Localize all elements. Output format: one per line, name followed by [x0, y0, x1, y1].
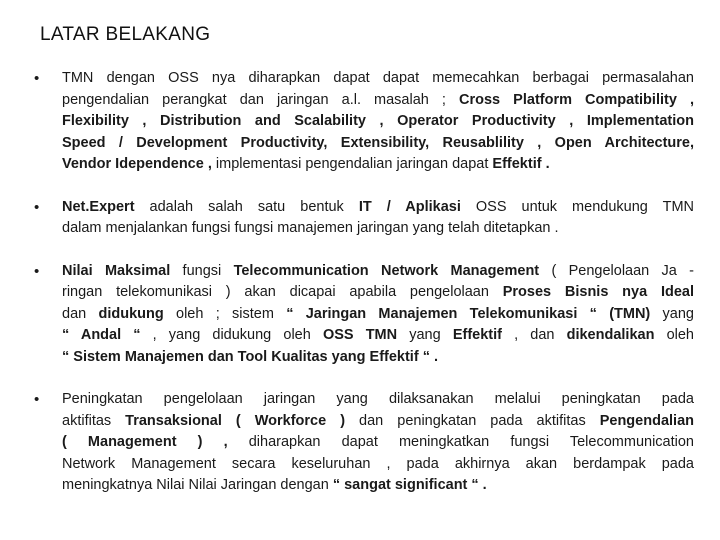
- bold-text: Cross Platform Compatibility ,: [459, 91, 694, 108]
- bold-text: OSS TMN: [322, 327, 398, 343]
- bold-text: Speed / Development Productivity, Extensibility, Reusablility , Open Architecture,: [62, 134, 694, 151]
- bullet-marker-icon: •: [34, 262, 40, 280]
- bold-text: “ Andal “: [62, 327, 141, 343]
- text-line: [62, 432, 694, 454]
- bold-text: Pengendalian: [599, 412, 694, 429]
- bullet-item: [30, 68, 694, 176]
- bullet-item: [30, 389, 694, 497]
- text-segment: yang: [650, 305, 694, 322]
- text-segment: fungsi: [170, 262, 234, 279]
- bold-text: Nilai Maksimal: [62, 262, 171, 279]
- text-segment: implementasi pengendalian jaringan dapat: [211, 156, 493, 172]
- text-line: [62, 389, 694, 411]
- text-segment: dan peningkatan pada aktifitas: [345, 412, 600, 429]
- text-line: [62, 325, 694, 347]
- text-segment: aktifitas: [62, 412, 126, 429]
- bold-text: Net.Expert: [62, 198, 135, 215]
- text-line: [62, 133, 694, 155]
- bold-text: “ Jaringan Manajemen Telekomunikasi “ (TMN): [286, 305, 651, 322]
- text-segment: Network Management secara keseluruhan , pada akhirnya akan berdampak pada: [62, 455, 694, 472]
- bold-text: Proses Bisnis nya Ideal: [502, 284, 694, 300]
- text-line: [62, 347, 694, 369]
- text-segment: dalam menjalankan fungsi fungsi manajemen jaringan yang telah ditetapkan .: [62, 220, 559, 236]
- text-segment: pengendalian perangkat dan jaringan a.l. masalah ;: [62, 91, 460, 108]
- text-segment: TMN dengan OSS nya: [62, 70, 236, 86]
- bold-text: ( Management ) ,: [62, 434, 228, 450]
- text-line: [62, 411, 694, 433]
- text-line: [62, 282, 694, 304]
- bullet-item: [30, 261, 694, 369]
- bullet-marker-icon: •: [34, 391, 40, 408]
- text-segment: dan: [62, 305, 99, 322]
- text-segment: meningkatnya Nilai Nilai Jaringan dengan: [62, 477, 333, 493]
- text-segment: diharapkan dapat dapat memecahkan berbagai permasalahan: [235, 70, 694, 86]
- text-line: [62, 111, 694, 133]
- text-segment: Peningkatan pengelolaan jaringan yang dilaksanakan melalui peningkatan pada: [62, 391, 694, 407]
- text-segment: oleh: [654, 327, 695, 343]
- bold-text: Transaksional ( Workforce ): [125, 412, 346, 429]
- text-line: [62, 475, 694, 497]
- text-line: [62, 154, 694, 176]
- text-line: [62, 68, 694, 90]
- bullet-item: [30, 197, 694, 240]
- text-segment: oleh ; sistem: [163, 305, 287, 322]
- text-segment: adalah salah satu bentuk: [134, 198, 359, 215]
- text-line: [62, 454, 694, 476]
- bold-text: IT / Aplikasi: [358, 198, 461, 215]
- text-line: [62, 90, 694, 112]
- bold-text: “ sangat significant “ .: [332, 477, 487, 493]
- text-segment: OSS untuk mendukung TMN: [460, 198, 694, 215]
- bold-text: didukung: [98, 305, 164, 322]
- bold-text: “ Sistem Manajemen dan Tool Kualitas yang Effektif “ .: [62, 348, 439, 365]
- bold-text: Vendor Idependence ,: [62, 156, 212, 172]
- text-line: [62, 304, 694, 326]
- text-segment: ringan telekomunikasi ) akan dicapai apabila pengelolaan: [62, 284, 503, 300]
- text-segment: , dan: [501, 327, 567, 343]
- bold-text: Flexibility , Distribution and Scalability , Operator Productivity , Implementation: [62, 113, 694, 129]
- text-segment: , yang didukung oleh: [140, 327, 323, 343]
- text-segment: diharapkan dapat meningkatkan fungsi Telecommunication: [227, 434, 694, 450]
- text-line: [62, 261, 694, 283]
- bullet-list: [30, 68, 694, 497]
- bold-text: Effektif .: [492, 156, 550, 172]
- bullet-marker-icon: •: [34, 70, 40, 87]
- bullet-marker-icon: •: [34, 198, 40, 216]
- bold-text: Effektif: [452, 327, 502, 343]
- bold-text: Telecommunication Network Management: [233, 262, 540, 279]
- bold-text: dikendalikan: [566, 327, 655, 343]
- text-segment: ( Pengelolaan Ja -: [539, 262, 695, 279]
- text-line: [62, 197, 694, 219]
- text-segment: yang: [397, 327, 453, 343]
- text-line: [62, 218, 694, 240]
- slide-title: LATAR BELAKANG: [40, 24, 211, 45]
